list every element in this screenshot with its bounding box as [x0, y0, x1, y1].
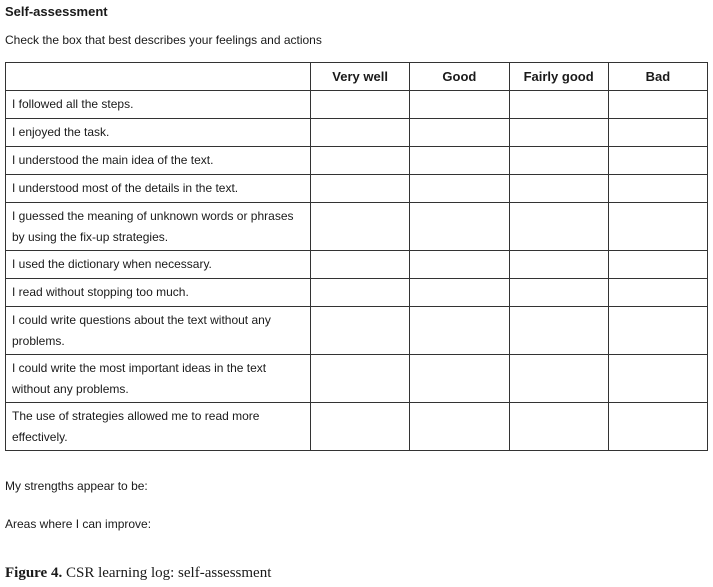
rating-checkbox-cell[interactable]: [608, 307, 707, 355]
table-row: [6, 279, 708, 307]
figure-caption-text: CSR learning log: self-assessment: [62, 565, 272, 581]
statement-cell: I understood most of the details in the text.: [6, 175, 311, 203]
rating-checkbox-cell[interactable]: [311, 203, 410, 251]
rating-checkbox-cell[interactable]: [608, 91, 707, 119]
table-row: [6, 203, 708, 251]
statement-cell: I used the dictionary when necessary.: [6, 251, 311, 279]
rating-checkbox-cell[interactable]: [509, 251, 608, 279]
rating-checkbox-cell[interactable]: [410, 203, 509, 251]
rating-checkbox-cell[interactable]: [410, 147, 509, 175]
page-title: Self-assessment: [5, 4, 108, 19]
rating-checkbox-cell[interactable]: [311, 355, 410, 403]
table-row: [6, 175, 708, 203]
table-row: [6, 251, 708, 279]
table-row: [6, 119, 708, 147]
rating-checkbox-cell[interactable]: [410, 279, 509, 307]
rating-checkbox-cell[interactable]: [311, 175, 410, 203]
rating-checkbox-cell[interactable]: [410, 355, 509, 403]
self-assessment-table: [5, 62, 708, 451]
column-header-good: Good: [410, 63, 509, 91]
statement-cell: I could write questions about the text without any problems.: [6, 307, 311, 355]
statement-cell: I understood the main idea of the text.: [6, 147, 311, 175]
rating-checkbox-cell[interactable]: [509, 91, 608, 119]
rating-checkbox-cell[interactable]: [410, 175, 509, 203]
statement-cell: I guessed the meaning of unknown words or phrases by using the fix-up strategies.: [6, 203, 311, 251]
instructions-text: Check the box that best describes your feelings and actions: [5, 33, 322, 47]
rating-checkbox-cell[interactable]: [509, 403, 608, 451]
rating-checkbox-cell[interactable]: [608, 175, 707, 203]
rating-checkbox-cell[interactable]: [608, 279, 707, 307]
statement-cell: The use of strategies allowed me to read more effectively.: [6, 403, 311, 451]
rating-checkbox-cell[interactable]: [509, 279, 608, 307]
table-row: [6, 403, 708, 451]
figure-label: Figure 4.: [5, 565, 63, 581]
rating-checkbox-cell[interactable]: [311, 251, 410, 279]
rating-checkbox-cell[interactable]: [608, 147, 707, 175]
rating-checkbox-cell[interactable]: [311, 403, 410, 451]
statement-cell: I could write the most important ideas in the text without any problems.: [6, 355, 311, 403]
rating-checkbox-cell[interactable]: [509, 307, 608, 355]
table-row: [6, 307, 708, 355]
rating-checkbox-cell[interactable]: [410, 251, 509, 279]
column-header-bad: Bad: [608, 63, 707, 91]
table-row: [6, 91, 708, 119]
rating-checkbox-cell[interactable]: [608, 251, 707, 279]
figure-caption: [5, 565, 271, 582]
statement-cell: I enjoyed the task.: [6, 119, 311, 147]
rating-checkbox-cell[interactable]: [410, 307, 509, 355]
strengths-prompt: My strengths appear to be:: [5, 479, 148, 493]
rating-checkbox-cell[interactable]: [509, 119, 608, 147]
rating-checkbox-cell[interactable]: [608, 355, 707, 403]
header-corner-cell: [6, 63, 311, 91]
rating-checkbox-cell[interactable]: [509, 203, 608, 251]
rating-checkbox-cell[interactable]: [311, 279, 410, 307]
table-row: [6, 147, 708, 175]
statement-cell: I followed all the steps.: [6, 91, 311, 119]
rating-checkbox-cell[interactable]: [311, 91, 410, 119]
rating-checkbox-cell[interactable]: [311, 307, 410, 355]
rating-checkbox-cell[interactable]: [410, 403, 509, 451]
rating-checkbox-cell[interactable]: [509, 355, 608, 403]
rating-checkbox-cell[interactable]: [509, 175, 608, 203]
table-row: [6, 355, 708, 403]
rating-checkbox-cell[interactable]: [608, 119, 707, 147]
column-header-very-well: Very well: [311, 63, 410, 91]
table-header-row: [6, 63, 708, 91]
rating-checkbox-cell[interactable]: [608, 403, 707, 451]
rating-checkbox-cell[interactable]: [509, 147, 608, 175]
rating-checkbox-cell[interactable]: [410, 91, 509, 119]
rating-checkbox-cell[interactable]: [410, 119, 509, 147]
rating-checkbox-cell[interactable]: [311, 119, 410, 147]
statement-cell: I read without stopping too much.: [6, 279, 311, 307]
rating-checkbox-cell[interactable]: [608, 203, 707, 251]
improve-prompt: Areas where I can improve:: [5, 517, 152, 531]
column-header-fairly-good: Fairly good: [509, 63, 608, 91]
rating-checkbox-cell[interactable]: [311, 147, 410, 175]
